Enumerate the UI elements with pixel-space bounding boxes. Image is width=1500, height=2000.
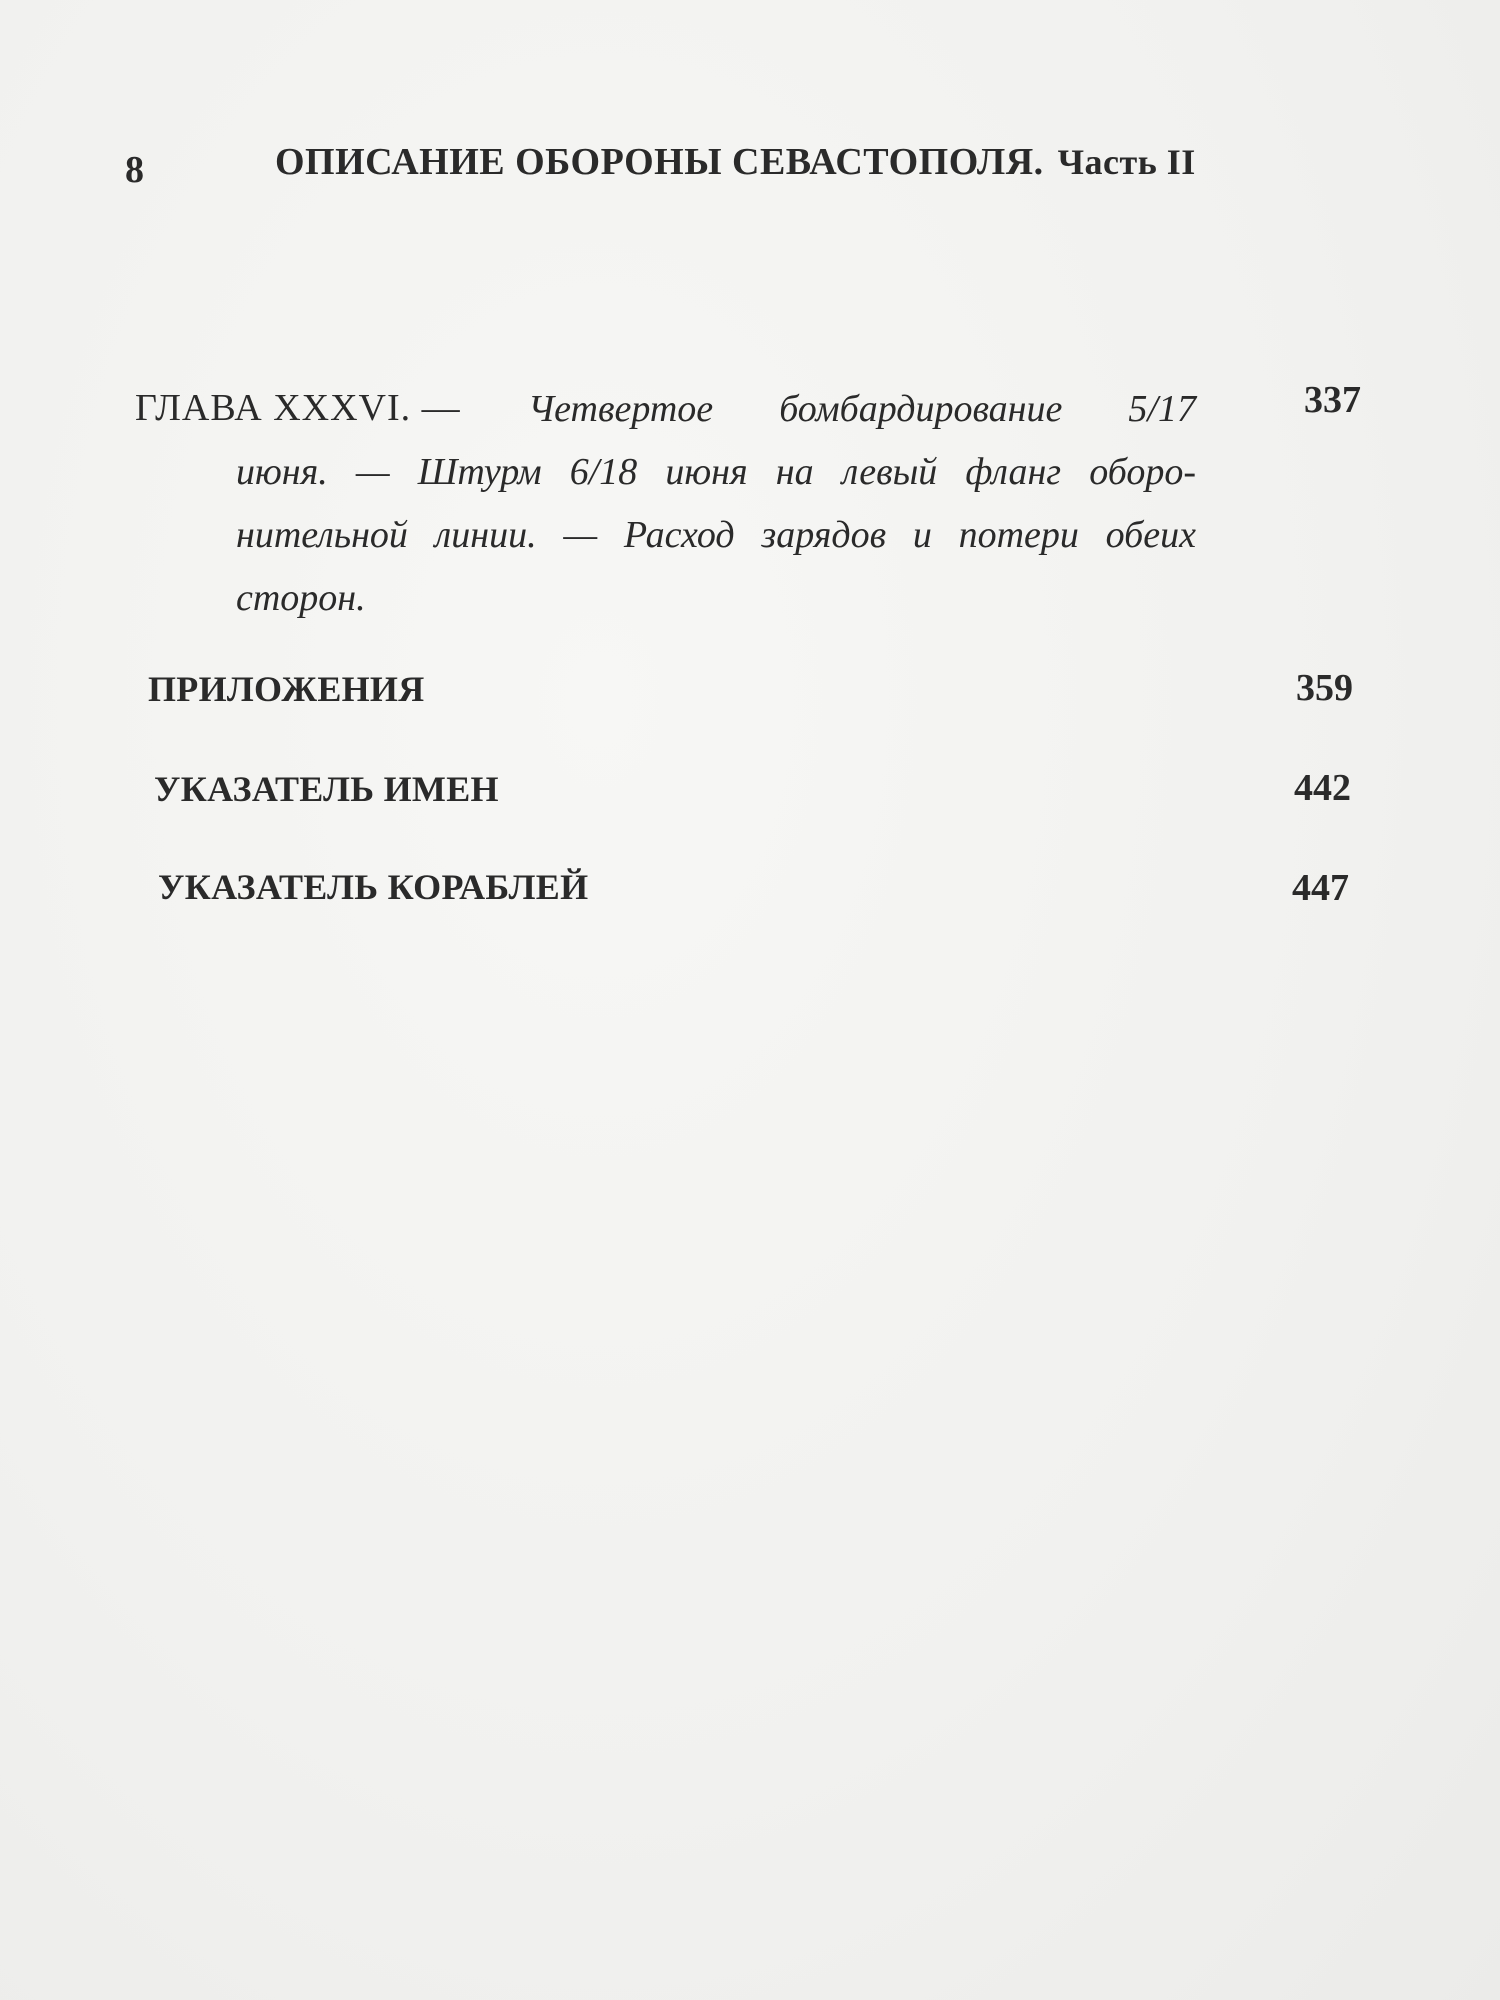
chapter-page-number: 337 — [1304, 379, 1361, 421]
chapter-label: ГЛАВА XXXVI. — — [135, 387, 461, 429]
chapter-description-line: сторон. — [236, 577, 366, 619]
section-page-number: 447 — [1292, 867, 1349, 909]
chapter-description-line: нительной линии. — Расход зарядов и потери обеих — [236, 514, 1196, 556]
chapter-description-line: июня. — Штурм 6/18 июня на левый фланг оборо- — [236, 451, 1196, 493]
chapter-description-line: Четвертое бомбардирование 5/17 — [528, 388, 1196, 430]
section-label: УКАЗАТЕЛЬ ИМЕН — [154, 769, 499, 809]
book-part: Часть II — [1057, 142, 1196, 182]
book-title — [275, 140, 1196, 184]
section-page-number: 442 — [1294, 767, 1351, 809]
running-head — [125, 140, 1245, 200]
book-title-text: ОПИСАНИЕ ОБОРОНЫ СЕВАСТОПОЛЯ. — [275, 141, 1044, 183]
section-label: УКАЗАТЕЛЬ КОРАБЛЕЙ — [158, 867, 589, 907]
section-label: ПРИЛОЖЕНИЯ — [148, 669, 425, 709]
chapter-description — [236, 378, 1196, 630]
page-number: 8 — [125, 149, 144, 191]
section-page-number: 359 — [1296, 667, 1353, 709]
